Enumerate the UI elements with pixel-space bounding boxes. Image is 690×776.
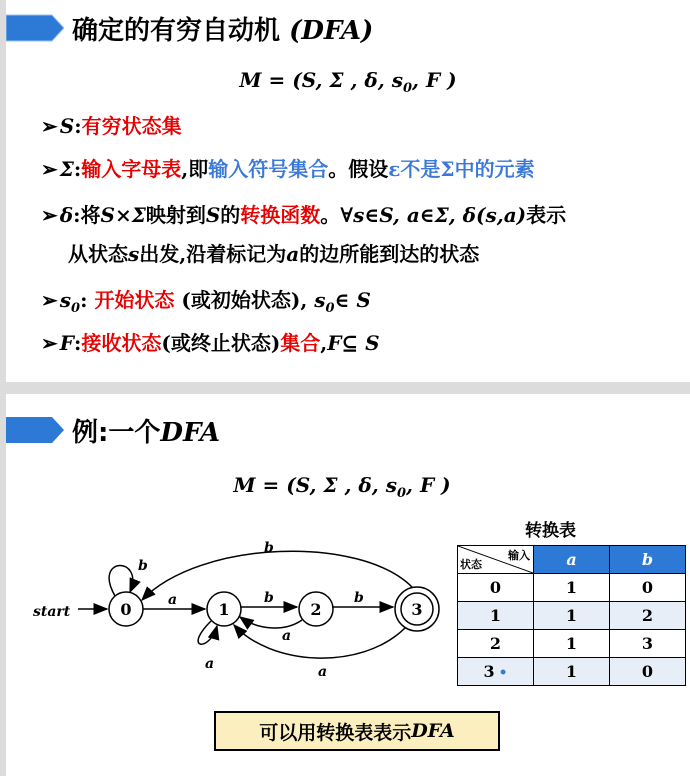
cell-a: 1 bbox=[534, 574, 610, 602]
edge-3-0 bbox=[142, 551, 412, 600]
svg-text:3: 3 bbox=[411, 600, 423, 619]
table-row bbox=[458, 574, 686, 602]
corner-input-label: 输入 bbox=[508, 549, 530, 562]
title-main: 确定的有穷自动机 bbox=[72, 15, 281, 46]
edge-2-1 bbox=[240, 617, 302, 628]
state-1 bbox=[207, 592, 241, 626]
table-row bbox=[458, 658, 686, 686]
item-states: ➢ S:有穷状态集 bbox=[41, 114, 182, 138]
row-state: 0 bbox=[458, 574, 534, 602]
state-3-accepting bbox=[395, 587, 439, 631]
state-2 bbox=[299, 592, 333, 626]
edge-loop-0 bbox=[109, 565, 133, 596]
state-0 bbox=[109, 592, 143, 626]
bullet-arrow-icon: ➢ bbox=[41, 288, 58, 312]
cell-a: 1 bbox=[534, 630, 610, 658]
tuple-formula: M = (S, Σ , δ, $s_0$, F ) bbox=[239, 68, 457, 96]
bullet-arrow-icon: ➢ bbox=[41, 331, 58, 355]
start-label: start bbox=[33, 604, 71, 620]
bullet-arrow-icon: ➢ bbox=[41, 157, 58, 181]
edge-label-e12: b bbox=[264, 590, 274, 606]
item-transition: ➢ δ:将S×Σ映射到S的转换函数。∀s∈S, a∈Σ, δ(s,a)表示 bbox=[41, 203, 567, 227]
title-abbr: (DFA) bbox=[289, 15, 374, 46]
table-corner-cell bbox=[458, 546, 534, 574]
cell-b: 3 bbox=[610, 630, 686, 658]
item-accept-states: ➢ F:接收状态(或终止状态)集合,F⊆ S bbox=[41, 331, 380, 355]
edge-label-e30: b bbox=[264, 540, 274, 556]
corner-state-label: 状态 bbox=[460, 558, 482, 571]
edge-label-e23: b bbox=[354, 590, 364, 606]
cell-b: 0 bbox=[610, 658, 686, 686]
item-alphabet: ➢ Σ:输入字母表,即输入符号集合。假设ε不是Σ中的元素 bbox=[41, 157, 535, 181]
cell-b: 0 bbox=[610, 574, 686, 602]
title-main: 例:一个 bbox=[72, 417, 161, 448]
cell-a: 1 bbox=[534, 658, 610, 686]
bullet-dot-icon: • bbox=[498, 665, 508, 681]
edge-label-loop1: a bbox=[205, 656, 215, 672]
table-title: 转换表 bbox=[525, 521, 576, 541]
svg-text:2: 2 bbox=[310, 600, 322, 619]
edge-label-loop0: b bbox=[138, 558, 148, 574]
tuple-formula-example: M = (S, Σ , δ, $s_0$, F ) bbox=[233, 473, 451, 501]
table-row bbox=[458, 602, 686, 630]
edge-label-e01: a bbox=[168, 592, 178, 608]
edge-loop-1 bbox=[198, 621, 217, 644]
row-state: 3 • bbox=[458, 658, 534, 686]
table-row bbox=[458, 630, 686, 658]
column-header-b: b bbox=[610, 546, 686, 574]
row-state: 2 bbox=[458, 630, 534, 658]
edge-label-e31: a bbox=[318, 664, 328, 680]
svg-text:0: 0 bbox=[120, 600, 132, 619]
table-header-row bbox=[458, 546, 686, 574]
edge-3-1 bbox=[234, 625, 405, 658]
transition-table bbox=[457, 545, 686, 686]
bullet-arrow-icon: ➢ bbox=[41, 203, 58, 227]
row-state: 1 bbox=[458, 602, 534, 630]
cell-b: 2 bbox=[610, 602, 686, 630]
column-header-a: a bbox=[534, 546, 610, 574]
summary-note: 可以用转换表表示 DFA bbox=[214, 711, 500, 751]
item-start-state: ➢ $s_0$: 开始状态 (或初始状态), $s_0\in$ S bbox=[41, 288, 371, 316]
bullet-arrow-icon: ➢ bbox=[41, 114, 58, 138]
item-transition-line2: 从状态s出发,沿着标记为a的边所能到达的状态 bbox=[68, 242, 480, 266]
cell-a: 1 bbox=[534, 602, 610, 630]
edge-label-e21: a bbox=[282, 628, 292, 644]
title-abbr: DFA bbox=[160, 417, 221, 448]
svg-text:1: 1 bbox=[218, 600, 230, 619]
